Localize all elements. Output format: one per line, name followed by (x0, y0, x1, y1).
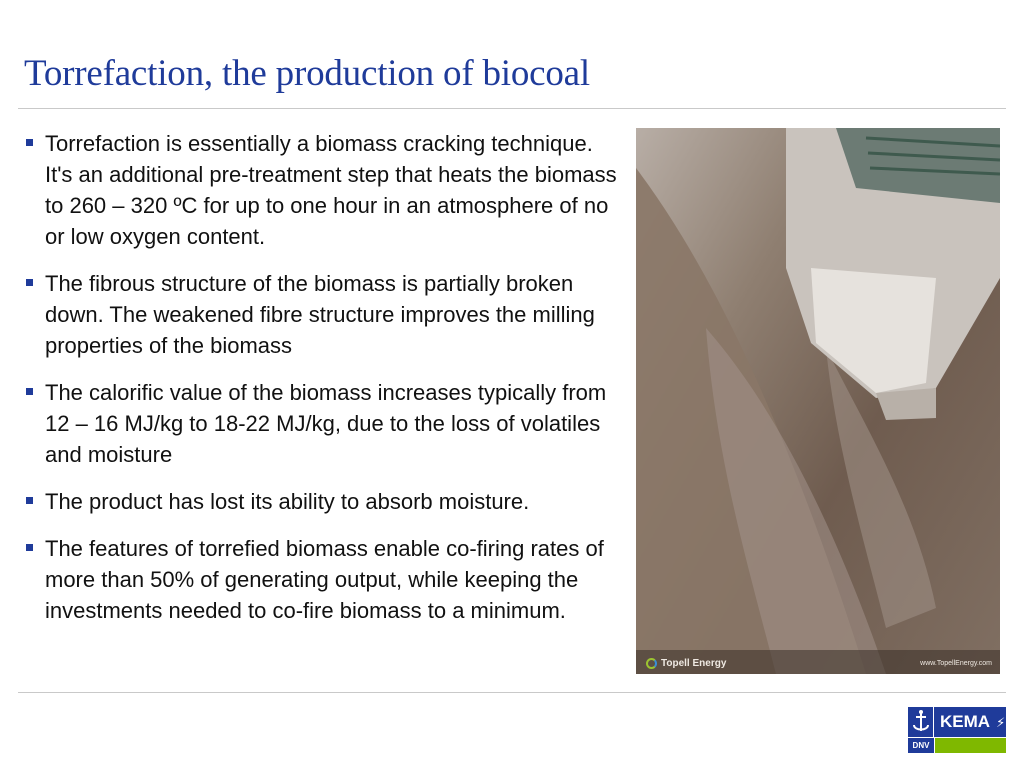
bullet-item (24, 377, 624, 470)
bullet-item (24, 268, 624, 361)
square-bullet-icon (26, 544, 33, 551)
photo-brand-text: Topell Energy (661, 658, 727, 669)
kema-dnv-logo (908, 707, 1006, 753)
bullet-text: The calorific value of the biomass increases typically from 12 – 16 MJ/kg to 18-22 MJ/kg, due to the loss of volatiles and moisture (45, 380, 607, 467)
kema-wordmark (934, 707, 1006, 737)
kema-text: KEMA (940, 712, 990, 731)
biocoal-photo (636, 128, 1000, 674)
anchor-symbol-icon (908, 707, 934, 737)
bullet-item (24, 533, 624, 626)
dnv-text: DNV (908, 738, 934, 753)
title-divider (18, 108, 1006, 109)
photo-illustration (636, 128, 1000, 674)
square-bullet-icon (26, 139, 33, 146)
square-bullet-icon (26, 279, 33, 286)
bullet-text: The features of torrefied biomass enable co-firing rates of more than 50% of generating output, while keeping the investments needed to co-fire biomass to a minimum. (45, 536, 604, 623)
slide-title: Torrefaction, the production of biocoal (24, 53, 590, 94)
topell-logo-icon (646, 658, 657, 669)
lightning-icon: ⚡ (996, 715, 1006, 730)
bullet-text: The fibrous structure of the biomass is partially broken down. The weakened fibre structure improves the milling properties of the biomass (45, 271, 595, 358)
bullet-list (24, 128, 624, 642)
footer-divider (18, 692, 1006, 693)
photo-url: www.TopellEnergy.com (920, 660, 992, 667)
square-bullet-icon (26, 497, 33, 504)
bullet-item (24, 128, 624, 252)
bullet-text: The product has lost its ability to absorb moisture. (45, 489, 530, 514)
bullet-item (24, 486, 624, 517)
photo-brand (646, 658, 726, 669)
square-bullet-icon (26, 388, 33, 395)
anchor-icon (908, 707, 934, 737)
bullet-text: Torrefaction is essentially a biomass cracking technique. It's an additional pre-treatment step that heats the biomass to 260 – 320 ºC for up to one hour in an atmosphere of no or low oxygen content. (45, 131, 617, 249)
logo-green-bar (935, 738, 1006, 753)
